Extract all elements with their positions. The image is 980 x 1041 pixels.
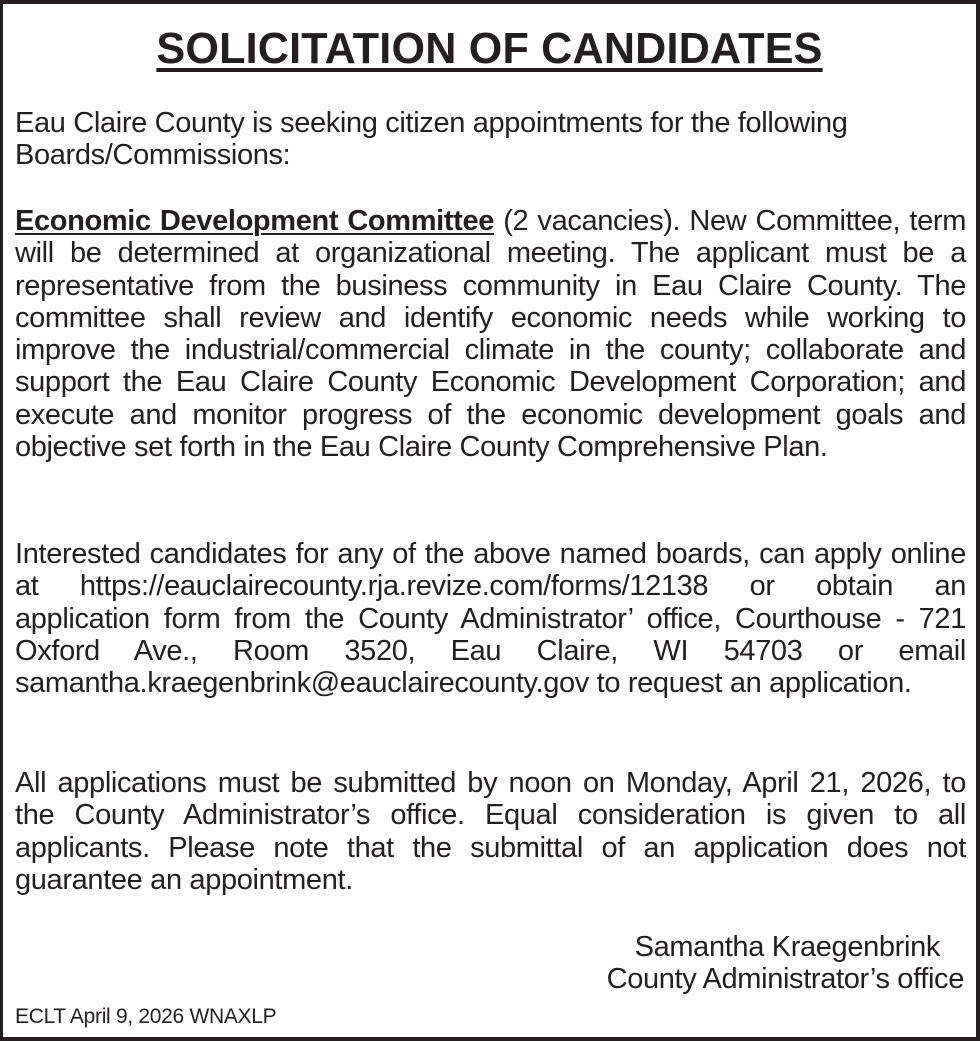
signatory-name: Samantha Kraegenbrink: [634, 931, 940, 963]
publication-footer: ECLT April 9, 2026 WNAXLP: [15, 1005, 277, 1028]
intro-paragraph: Eau Claire County is seeking citizen appointments for the following Boards/Commissions:: [15, 107, 848, 172]
signature-block: [607, 931, 964, 995]
committee-name: Economic Development Committee: [15, 205, 495, 237]
notice-title: SOLICITATION OF CANDIDATES: [156, 24, 823, 73]
signatory-office: County Administrator’s office: [606, 963, 964, 995]
application-paragraph: Interested candidates for any of the above named boards, can apply online at https://eauclairecounty.rja.revize.com/forms/12138 or obtain an application form from the County Administrator’ office, Courthouse - 721 Oxford Ave., Room 3520, Eau Claire, WI 54703 or email samantha.kraegenbrink@eauclairecounty.gov to request an application.: [15, 538, 966, 700]
committee-description: (2 vacancies). New Committee, term will be determined at organizational meeting. The applicant must be a representative from the business community in Eau Claire County. The committee shall review and identify economic needs while working to improve the industrial/commercial climate in the county; collaborate and support the Eau Claire County Economic Development Corporation; and execute and monitor progress of the economic development goals and objective set forth in the Eau Claire County Comprehensive Plan.: [15, 205, 966, 464]
committee-paragraph: [15, 205, 966, 463]
deadline-paragraph: All applications must be submitted by noon on Monday, April 21, 2026, to the County Administrator’s office. Equal consideration is given to all applicants. Please note that the submittal of an application does not guarantee an appointment.: [15, 767, 966, 896]
